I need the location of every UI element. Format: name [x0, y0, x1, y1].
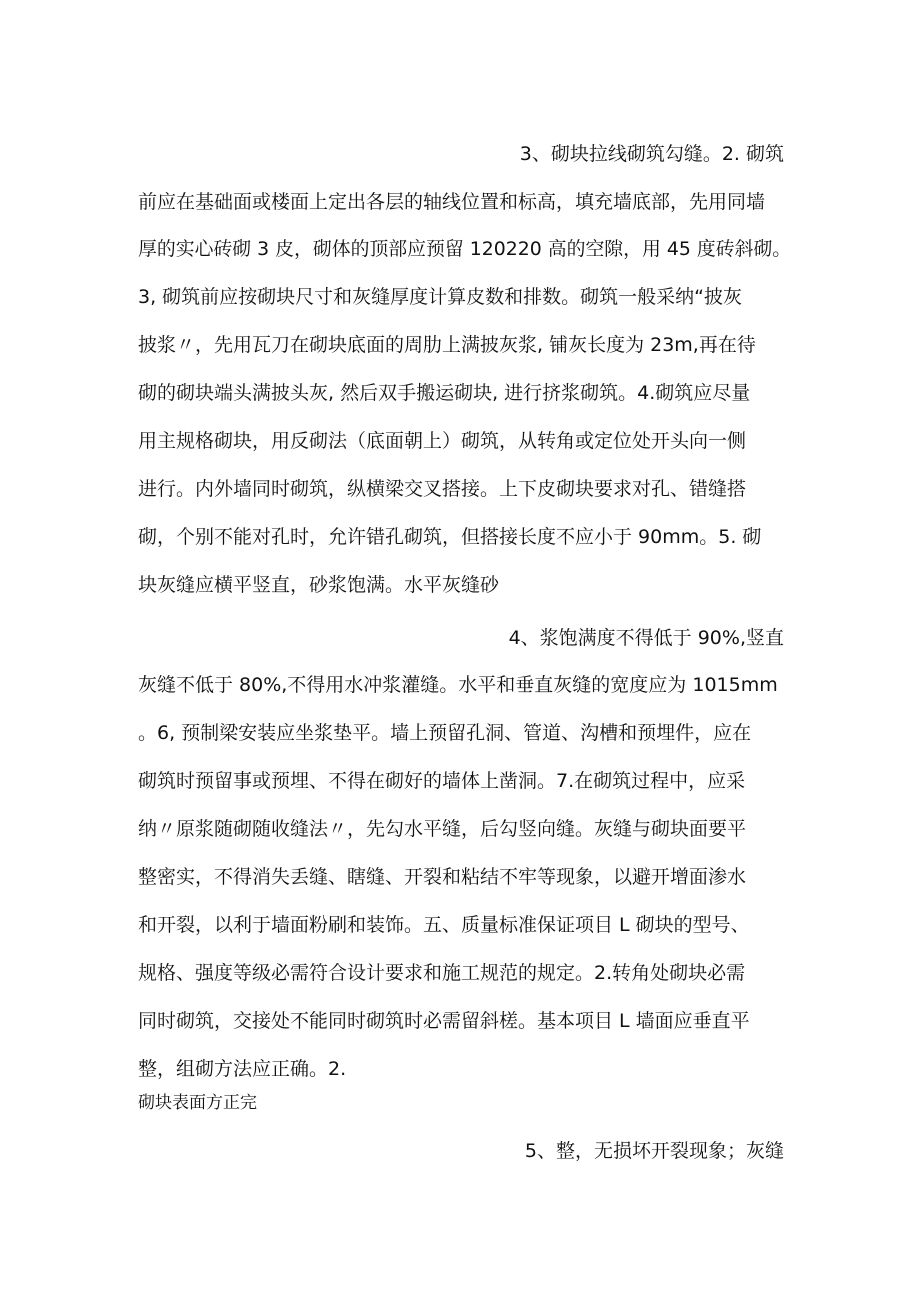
block1-line-9: 块灰缝应横平竖直，砂浆饱满。水平灰缝砂 [138, 574, 500, 596]
block1-line-3: 3, 砌筑前应按砌块尺寸和灰缝厚度计算皮数和排数。砌筑一般采纳“披灰 [138, 286, 743, 308]
block1-line-2: 厚的实心砖砌 3 皮，砌体的顶部应预留 120220 高的空隙，用 45 度砖斜砌。 [138, 238, 792, 260]
block2-line-5: 整密实，不得消失丢缝、瞎缝、开裂和粘结不牢等现象，以避开增面渗水 [138, 866, 747, 888]
block1-line-1: 前应在基础面或楼面上定出各层的轴线位置和标高，填充墙底部，先用同墙 [138, 191, 766, 213]
block2-line-2: 。6, 预制梁安装应坐浆垫平。墙上预留孔洞、管道、沟槽和预埋件，应在 [138, 722, 752, 744]
block1-lead: 3、砌块拉线砌筑勾缝。2. 砌筑 [519, 143, 784, 165]
block2-line-1: 灰缝不低于 80%,不得用水冲浆灌缝。水平和垂直灰缝的宽度应为 1015mm [138, 674, 778, 696]
block1-line-5: 砌的砌块端头满披头灰, 然后双手搬运砌块, 进行挤浆砌筑。4.砌筑应尽量 [138, 382, 751, 404]
block1-line-7: 进行。内外墙同时砌筑，纵横梁交叉搭接。上下皮砌块要求对孔、错缝搭 [138, 478, 747, 500]
block2-lead: 4、浆饱满度不得低于 90%,竖直 [508, 627, 784, 649]
block2-line-3: 砌筑时预留事或预埋、不得在砌好的墙体上凿洞。7.在砌筑过程中，应采 [138, 770, 746, 792]
block3-lead: 5、整，无损坏开裂现象；灰缝 [524, 1140, 784, 1162]
block2-line-6: 和开裂，以利于墙面粉刷和装饰。五、质量标准保证项目 L 砌块的型号、 [138, 914, 750, 936]
block1-line-8: 砌，个别不能对孔时，允许错孔砌筑，但搭接长度不应小于 90mm。5. 砌 [138, 526, 762, 548]
block2-line-9: 整，组砌方法应正确。2. [138, 1058, 347, 1080]
block1-line-6: 用主规格砌块，用反砌法（底面朝上）砌筑，从转角或定位处开头向一侧 [138, 430, 747, 452]
block2-line-4: 纳〃原浆随砌随收缝法〃，先勾水平缝，后勾竖向缝。灰缝与砌块面要平 [138, 818, 747, 840]
block2-line-7: 规格、强度等级必需符合设计要求和施工规范的规定。2.转角处砌块必需 [138, 962, 746, 984]
block2-tail: 砌块表面方正完 [138, 1093, 257, 1113]
block1-line-4: 披浆〃，先用瓦刀在砌块底面的周肋上满披灰浆, 铺灰长度为 23m,再在待 [138, 334, 756, 356]
block2-line-8: 同时砌筑，交接处不能同时砌筑时必需留斜槎。基本项目 L 墙面应垂直平 [138, 1010, 750, 1032]
